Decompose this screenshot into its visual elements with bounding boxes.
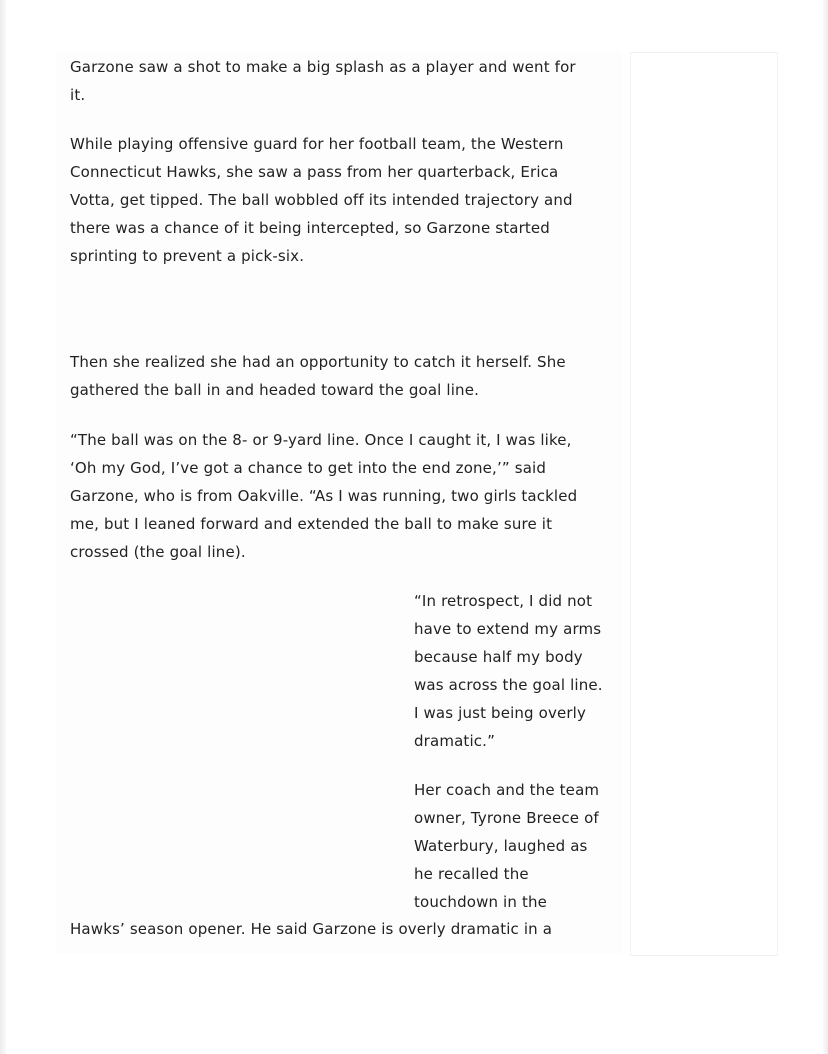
article-paragraph-6: Her coach and the team owner, Tyrone Breece of Waterbury, laughed as he recalled the touchdown in the bbox=[414, 781, 600, 911]
page-edge-right bbox=[823, 0, 828, 1054]
article-paragraph-4: “The ball was on the 8- or 9-yard line. Once I caught it, I was like, ‘Oh my God, I’ve got a chance to get into the end zone,’” said Garzone, who is from Oakville. “As I was running, two girls tackled me, but I leaned forward and extended the ball to make sure it crossed (the goal line). bbox=[70, 431, 578, 561]
article-paragraph-3: Then she realized she had an opportunity to catch it herself. She gathered the ball in and headed toward the goal line. bbox=[70, 353, 566, 399]
article-paragraph-7: Hawks’ season opener. He said Garzone is overly dramatic in a bbox=[70, 920, 553, 938]
article-paragraph-1: Garzone saw a shot to make a big splash as a player and went for it. bbox=[70, 58, 576, 104]
sidebar-panel bbox=[630, 52, 778, 956]
article-paragraph-5-quote: “In retrospect, I did not have to extend my arms because half my body was across the goal line. I was just being overly dramatic.” bbox=[414, 592, 603, 750]
article-paragraph-2: While playing offensive guard for her football team, the Western Connecticut Hawks, she saw a pass from her quarterback, Erica Votta, get tipped. The ball wobbled off its intended trajectory and there was a chance of it being intercepted, so Garzone started sprinting to prevent a pick-six. bbox=[70, 135, 573, 265]
page-edge-left bbox=[0, 0, 6, 1054]
